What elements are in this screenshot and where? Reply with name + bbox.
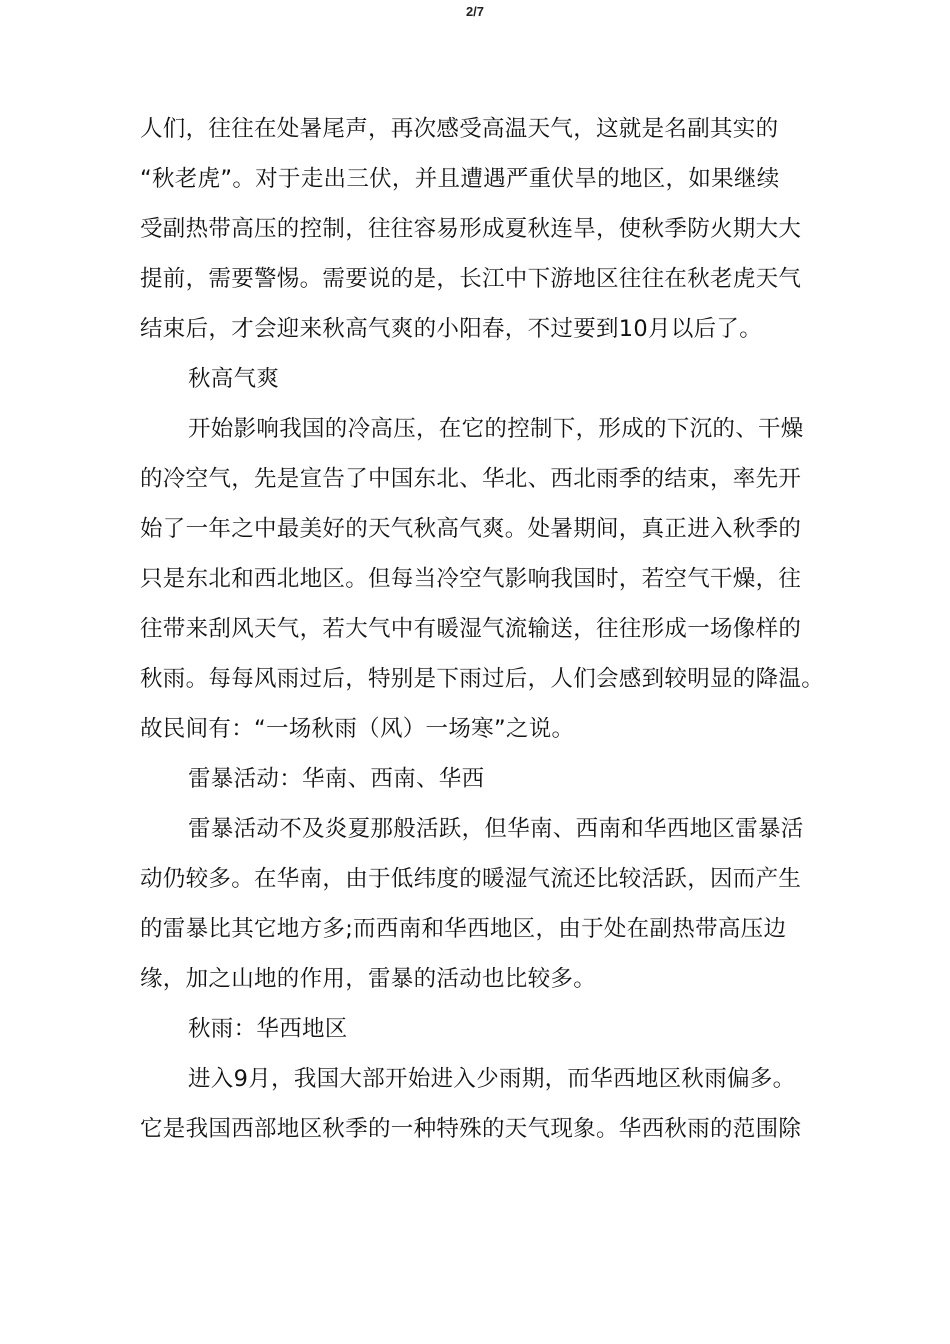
text-line: 受副热带高压的控制，往往容易形成夏秋连旱，使秋季防火期大大 (140, 216, 802, 242)
text-line: 往带来刮风天气，若大气中有暖湿气流输送，往往形成一场像样的 (140, 616, 802, 642)
section-heading: 秋高气爽 (188, 366, 280, 392)
page-number: 2/7 (465, 4, 485, 19)
text-line: “秋老虎”。对于走出三伏，并且遭遇严重伏旱的地区，如果继续 (140, 166, 780, 192)
text-line: 开始影响我国的冷高压，在它的控制下，形成的下沉的、干燥 (188, 416, 804, 442)
section-heading: 雷暴活动：华南、西南、华西 (188, 766, 485, 792)
text-line: 它是我国西部地区秋季的一种特殊的天气现象。华西秋雨的范围除 (140, 1116, 802, 1142)
text-line: 只是东北和西北地区。但每当冷空气影响我国时，若空气干燥，往 (140, 566, 802, 592)
section-heading: 秋雨：华西地区 (188, 1016, 348, 1042)
text-line: 故民间有：“一场秋雨（风）一场寒”之说。 (140, 716, 575, 742)
text-line: 结束后，才会迎来秋高气爽的小阳春，不过要到10月以后了。 (140, 316, 763, 342)
text-line: 的雷暴比其它地方多;而西南和华西地区，由于处在副热带高压边 (140, 916, 787, 942)
text-line: 秋雨。每每风雨过后，特别是下雨过后，人们会感到较明显的降温。 (140, 666, 825, 692)
text-line: 缘，加之山地的作用，雷暴的活动也比较多。 (140, 966, 597, 992)
text-line: 人们，往往在处暑尾声，再次感受高温天气，这就是名副其实的 (140, 116, 779, 142)
text-line: 的冷空气，先是宣告了中国东北、华北、西北雨季的结束，率先开 (140, 466, 802, 492)
text-line: 动仍较多。在华南，由于低纬度的暖湿气流还比较活跃，因而产生 (140, 866, 802, 892)
text-line: 进入9月，我国大部开始进入少雨期，而华西地区秋雨偏多。 (188, 1066, 796, 1092)
text-line: 提前，需要警惕。需要说的是，长江中下游地区往往在秋老虎天气 (140, 266, 802, 292)
text-line: 雷暴活动不及炎夏那般活跃，但华南、西南和华西地区雷暴活 (188, 816, 804, 842)
text-line: 始了一年之中最美好的天气秋高气爽。处暑期间，真正进入秋季的 (140, 516, 802, 542)
